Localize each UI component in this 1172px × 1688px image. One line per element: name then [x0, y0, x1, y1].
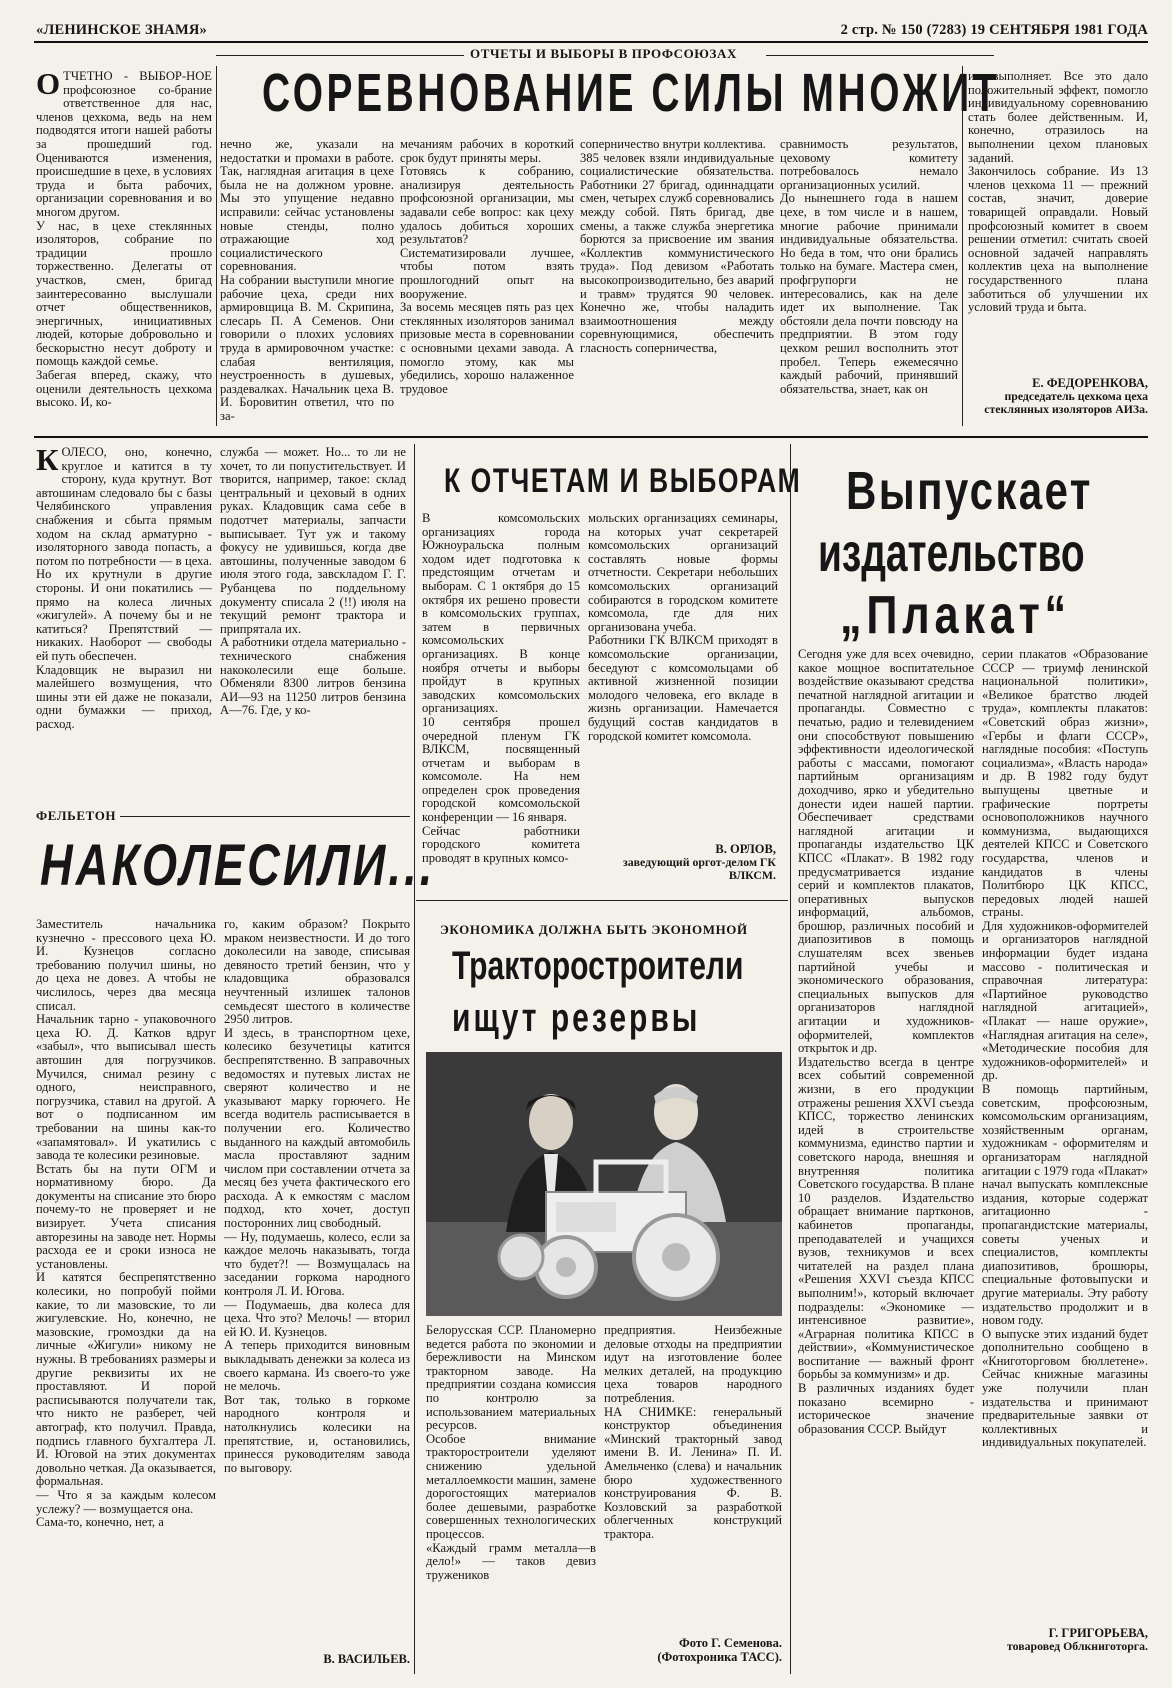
feuilleton-kicker-rule [120, 816, 410, 817]
article1-col3-text: мечаниям рабочих в короткий срок будут приняты меры. Готовясь к собранию, анализируя деятельность профсоюзной организации, мы задавали себе вопрос: как цеху удалось добиться хороших результатов? Систематизировали лучшее, чтобы потом взять прошлогодний опыт на вооружение. За восемь месяцев пять раз цех стеклянных изоляторов занимал призовые места в соревновании с основными цехами завода. А помогло этому, как мы убедились, хорошо налаженное трудовое [400, 138, 574, 396]
feuilleton-top-col1-text: ОЛЕСО, оно, конечно, круглое и катится в ту сторону, куда крутнут. Вот автошинам следовало бы с базы Челябинского управления снабжения и сбыта прямым ходом на склад арматурно - изоляторного завода попасть, а потом по потребности — в цеха. Но их крутнули в другие стороны. И они покатились — прямо на колеса личных «жигулей». А почему бы и не катиться? Препятствий — никаких. Наоборот — свободы ей путь обеспечен. Кладовщик не выразил ни малейшего возмущения, что шины эти ей даже не показали, одни бумажки — приход, расход. [36, 446, 212, 731]
tractor-headline-line2: ищут резервы [452, 996, 701, 1040]
kicker-rule-left [216, 55, 464, 56]
plakat-signature-name: Г. ГРИГОРЬЕВА, [1048, 1626, 1148, 1640]
article1-col4-text: соперничество внутри коллектива. 385 человек взяли индивидуальные социалистические обязательства. Работники 27 бригад, одиннадцати смен, четырех служб соревновались между собой. Пять бригад, две смены, а также служба энергетика борются за присвоение им звания «Коллектив коммунистического труда». Под девизом «Работать высокопроизводительно, без аварий и травм» трудятся 90 человек. Конечно же, чтобы наладить взаимоотношения между соревнующимися, обеспечить гласность соперничества, [580, 138, 774, 355]
plakat-col2-text: серии плакатов «Образование СССР — триумф ленинской национальной политики», «Великое братство людей труда», комплекты плакатов: «Советский образ жизни», «Гербы и флаги СССР», наглядные пособия: «Поступь социализма», «Власть народа» и др. В 1982 году будут выпущены цветные и графические портреты основоположников научного коммунизма, выдающихся деятелей КПСС и Советского государства, членов и кандидатов в члены Политбюро ЦК КПСС, передовых людей нашей страны. Для художников-оформителей и организаторов наглядной информации будет издана массово - политическая и справочная литература: «Партийное руководство наглядной агитацией», «Плакат — наше оружие», «Наглядная агитация на селе», «Методические пособия для художников-оформителей» и др. В помощь партийным, советским, профсоюзным, комсомольским организациям, хозяйственным органам, художникам - оформителям и организаторам наглядной агитации с 1979 года «Плакат» начал выпускать комплексные издания, которые содержат агитационно - пропагандистские материалы, советы ученых и специалистов, комплекты диапозитивов, брошюры, специальные фотовыпуски и другие материалы. Эту работу издательство продолжит и в новом году. О выпуске этих изданий будет дополнительно сообщено в «Книготорговом бюллетене». Сейчас книжные магазины уже получили план издательства и принимают предварительные заявки от коллективных и индивидуальных покупателей. [982, 648, 1148, 1450]
article1-col3 [400, 138, 574, 430]
plakat-signature [982, 1626, 1148, 1653]
newspaper-name: «ЛЕНИНСКОЕ ЗНАМЯ» [36, 22, 207, 38]
tractor-photo-credit-line1: Фото Г. Семенова. [678, 1636, 782, 1650]
article1-col5-text: сравнимость результатов, цеховому комитету потребовалось немало организационных усилий. До нынешнего года в нашем цехе, в том числе и в нашем, многие рабочие принимали индивидуальные обязательства. Но беда в том, что они брались только на бумаге. Мастера смен, профгрупорги не интересовались, как на деле идет их выполнение. Так обстояли дела почти повсюду на предприятии. В этом году цехком решил восполнить этот пробел. Теперь ежемесячно каждый рабочий, принявший обязательства, знает, как он [780, 138, 958, 396]
rule-plakat-left [790, 444, 791, 1674]
plakat-signature-title: товаровед Облкниготорга. [1007, 1639, 1148, 1653]
feuilleton-top-col2-text: служба — может. Но... то ли не хочет, то ли попустительствует. И творится, например, такое: склад центральный и цеховый в одних руках. Кладовщик сама себе в подотчет материалы, запчасти выписывает. Тут уж и такому фокусу не удивишься, когда две автошины, полученные заводом 6 июля этого года, завскладом Г. Г. Рубанцева по поддельному документу списала 2 (!!) июля на текущий ремонт трактора и припрятала их. А работники отдела материально - технического снабжения накоколесили еще больше. Обменяли 8300 литров бензина АИ—93 на 11250 литров бензина А—76. Где, у ко- [220, 446, 406, 718]
feuilleton-col2 [224, 918, 410, 1636]
plakat-headline-line2: издательство [818, 523, 1085, 583]
tractor-photo-illustration [426, 1052, 782, 1316]
plakat-col1-text: Сегодня уже для всех очевидно, какое мощное воспитательное воздействие оказывают средства печатной наглядной агитации и пропаганды. Совместно с печатью, радио и телевидением они способствуют повышению эффективности идеологической работы с массами, помогают партийным организациям доходчиво, ярко и убедительно донести идеи нашей партии. Обеспечивает средствами наглядной агитации и пропаганды издательство ЦК КПСС «Плакат». В 1982 году предусматривается издание серий и комплектов плакатов, оперативных выпусков информаций, альбомов, брошюр, различных пособий и диапозитивов в помощь слушателям всех звеньев партийной учебы и экономического образования, специальных выпусков для организаторов наглядной агитации и художников-оформителей, комплектов открыток и др. Издательство всегда в центре всех событий современной жизни, в его продукции отражены решения XXVI съезда КПСС, торжество ленинских идей в строительстве коммунизма, единство партии и советского народа, внешняя и внутренняя политика Советского государства. В плане 10 разделов. Издательство обращает внимание партконов, кабинетов пропаганды, преподавателей и учащихся вузов, техникумов и всех читателей на раздел плана «Решения XXVI съезда КПСС выполним!», который включает подразделы: «Экономике — интенсивное развитие», «Аграрная политика КПСС в действии», «Коммунистическое воспитание — важный фронт борьбы за коммунизм» и др. В различных изданиях будет показано всемирно - историческое значение образования СССР. Выйдут [798, 648, 974, 1436]
article1-col6-text: их выполняет. Все это дало положительный эффект, помогло индивидуальному соревнованию стать более действенным. И, конечно, отразилось на выполнении цехом плановых заданий. Закончилось собрание. Из 13 членов цехкома 11 — прежний состав, значит, доверие товарищей оправдали. Новый профсоюзный комитет в своем решении отметил: считать своей основной задачей направлять коллектив цеха на выполнение государственного плана заботиться об улучшении их условий труда и быта. [968, 70, 1148, 315]
feuilleton-col1-text: Заместитель начальника кузнечно - прессового цеха Ю. И. Кузнецов согласно требованию получил шины, но до цеха не довез. А чтобы не числилось, через два месяца списал. Начальник тарно - упаковочного цеха Ю. Д. Катков вдруг «забыл», что выписывал шесть автошин для погрузчиков. Мучился, снимал резину с одного, неисправного, погрузчика, ставил на другой. А вот о подписанном им требовании на шины как-то «запамятовал». И укатились с завода те колесики резиновые. Встать бы на пути ОГМ и нормативному бюро. Да документы на списание это бюро почему-то не проверяет и не визирует. Учета списания авторезины на заводе нет. Нормы расхода ее и сроки износа не установлены. И катятся беспрепятственно колесики, но попробуй пойми какие, то ли мазовские, то ли жигулевские. Но, конечно, не мазовские, громоздки да на личные «Жигули» никому не нужны. В требованиях размеры и другие реквизиты их не проставляют. И порой расписываются получатели так, что никто не разберет, чей автограф, кто получил. Правда, подпись главного бухгалтера Л. И. Юговой на этих документах довольно четкая. Да оказывается, формальная. — Что я за каждым колесом услежу? — возмущается она. Сама-то, конечно, нет, а [36, 918, 216, 1530]
kicker-rule-right [766, 55, 994, 56]
reports-col2 [588, 512, 778, 832]
article1-col5 [780, 138, 958, 430]
feuilleton-top-col1 [36, 446, 212, 786]
article1-col2 [220, 138, 394, 430]
feuilleton-top-col2 [220, 446, 406, 786]
article1-col4 [580, 138, 774, 430]
article1-col1-text: ТЧЕТНО - ВЫБОР-НОЕ профсоюзное со-брание ответственное для нас, членов цехкома, ведь на нем подводятся итоги нашей работы за прошедший год. Оцениваются изменения, происшедшие в цехе, в условиях труда и быта рабочих, организации соревнования и во многом другом. У нас, в цехе стеклянных изоляторов, собрание по традиции прошло торжественно. Делегаты от участков, смен, бригад заинтересованно выслушали отчет общественников, энергичных, инициативных людей, которые добровольно и бескорыстно несут доброту и помощь каждой семье. Забегая вперед, скажу, что оценили деятельность цехкома высоко. И, ко- [36, 70, 212, 410]
feuilleton-kicker: ФЕЛЬЕТОН [36, 808, 117, 823]
tractor-col2-text: предприятия. Неизбежные деловые отходы на предприятии идут на изготовление более мелких деталей, на продукцию цеха товаров народного потребления. НА СНИМКЕ: генеральный конструктор объединения «Минский тракторный завод имени В. И. Ленина» П. И. Амельченко (слева) и начальник бюро художественного конструирования Ф. В. Козловский за разработкой облегченных конструкций трактора. [604, 1324, 782, 1541]
dropcap-k: К [36, 446, 59, 477]
tractor-col1-text: Белорусская ССР. Планомерно ведется работа по экономии и бережливости на Минском тракторном заводе. На предприятии создана комиссия по контролю за использованием материальных ресурсов. Особое внимание тракторостроители уделяют снижению удельной металлоемкости машин, замене дорогостоящих материалов более дешевыми, разработке совершенных технологических процессов. «Каждый грамм металла—в дело!» — таков девиз тружеников [426, 1324, 596, 1582]
reports-headline: К ОТЧЕТАМ И ВЫБОРАМ [444, 462, 802, 500]
reports-col1 [422, 512, 580, 892]
tractor-photo-credit-line2: (Фотохроника ТАСС). [657, 1650, 782, 1664]
reports-signature-name: В. ОРЛОВ, [715, 842, 776, 856]
plakat-headline-line3: „Плакат“ [840, 585, 1071, 645]
reports-col1-text: В комсомольских организациях города Южноуральска полным ходом идет подготовка к предстоящим отчетам и выборам. С 1 октября до 15 октября их решено провести в комсомольских группах, затем в первичных комсомольских организациях. В конце ноября отчеты и выборы пройдут в крупных заводских комсомольских организациях. 10 сентября прошел очередной пленум ГК ВЛКСМ, посвященный отчетам и выборам в комсомоле. На нем определен срок проведения городской комсомольской конференции — 16 января. Сейчас работники городского комитета проводят в крупных комсо- [422, 512, 580, 865]
rule-reports-bottom [416, 900, 788, 901]
feuilleton-headline: НАКОЛЕСИЛИ... [40, 833, 436, 898]
tractor-headline-line1: Тракторостроители [452, 944, 744, 988]
article1-col1 [36, 70, 212, 430]
article1-signature [968, 376, 1148, 416]
reports-col2-text: мольских организациях семинары, на которых учат секретарей комсомольских организаций составлять новые формы отчетности. Секретари небольших комсомольских организаций собираются в городском комитете комсомола, где для них организована учеба. Работники ГК ВЛКСМ приходят в комсомольские организации, беседуют с комсомольцами об активной жизненной позиции молодого человека, его вкладе в жизнь организации. Намечается будущий состав кандидатов в городской комитет комсомола. [588, 512, 778, 743]
article1-col2-text: нечно же, указали на недостатки и промахи в работе. Так, наглядная агитация в цехе была не на должном уровне. Мы это упущение недавно исправили: сейчас установлены новые стенды, полно отражающие ход социалистического соревнования. На собрании выступили многие рабочие цеха, среди них армировщица В. М. Скрипина, слесарь П. А Семенов. Они говорили о плохих условиях труда в армировочном участке: слабая вентиляция, неустроенность в душевых, раздевалках. Начальник цеха В. И. Боровитин ответил, что по за- [220, 138, 394, 423]
article1-kicker: ОТЧЕТЫ И ВЫБОРЫ В ПРОФСОЮЗАХ [470, 46, 737, 61]
tractor-col1 [426, 1324, 596, 1664]
plakat-col1 [798, 648, 974, 1672]
a1-col-rule-1 [216, 66, 217, 426]
tractor-photo [426, 1052, 782, 1316]
dropcap-o: О [36, 70, 61, 101]
reports-signature [588, 842, 776, 882]
tractor-col2 [604, 1324, 782, 1624]
feuilleton-signature: В. ВАСИЛЬЕВ. [323, 1652, 410, 1666]
rule-feuilleton-right [414, 444, 415, 1674]
plakat-headline-line1: Выпускает [846, 461, 1093, 521]
section-rule-1 [34, 436, 1148, 438]
tractor-kicker: ЭКОНОМИКА ДОЛЖНА БЫТЬ ЭКОНОМНОЙ [440, 922, 748, 937]
plakat-col2 [982, 648, 1148, 1616]
article1-headline: СОРЕВНОВАНИЕ СИЛЫ МНОЖИТ [262, 63, 1001, 123]
article1-col6 [968, 70, 1148, 370]
a1-col-rule-6 [962, 66, 963, 426]
article1-signature-title: председатель цехкома цеха стеклянных изоляторов АИЗа. [984, 389, 1148, 416]
masthead-rule [34, 41, 1148, 43]
tractor-photo-credit [604, 1636, 782, 1664]
feuilleton-col2-text: го, каким образом? Покрыто мраком неизвестности. И до того доколесили на заводе, списывая девяносто третий бензин, что у кладовщика образовался неучтенный излишек талонов семьдесят шестого в количестве 2950 литров. И здесь, в транспортном цехе, колесико безучетицы катится беспрепятственно. В заправочных ведомостях и путевых листах не сверяют количество и не указывают марку горючего. Не всегда водитель расписывается в получении его. Количество выданного на каждый автомобиль масла проставляют задним числом при составлении отчета за месяц без учета фактического его расхода. А к емкостям с маслом подход, кто хочет, доступ посторонних лиц свободный. — Ну, подумаешь, колесо, если за каждое мелочь наказывать, тогда что будет?! — Возмущалась на заседании горкома народного контроля Л. И. Югова. — Подумаешь, два колеса для цеха. Что это? Мелочь! — вторил ей Ю. И. Кузнецов. А теперь приходится виновным выкладывать денежки за колеса из своего кармана. Из своего-то уже не мелочь. Вот так, только в горкоме народного контроля и натолкнулись колесики на препятствие, и, остановились, принесся руководителям завода по выговору. [224, 918, 410, 1475]
article1-signature-name: Е. ФЕДОРЕНКОВА, [1032, 376, 1148, 390]
feuilleton-col1 [36, 918, 216, 1663]
issue-line: 2 стр. № 150 (7283) 19 СЕНТЯБРЯ 1981 ГОДА [840, 22, 1148, 38]
reports-signature-title: заведующий оргот-делом ГК ВЛКСМ. [622, 855, 776, 882]
